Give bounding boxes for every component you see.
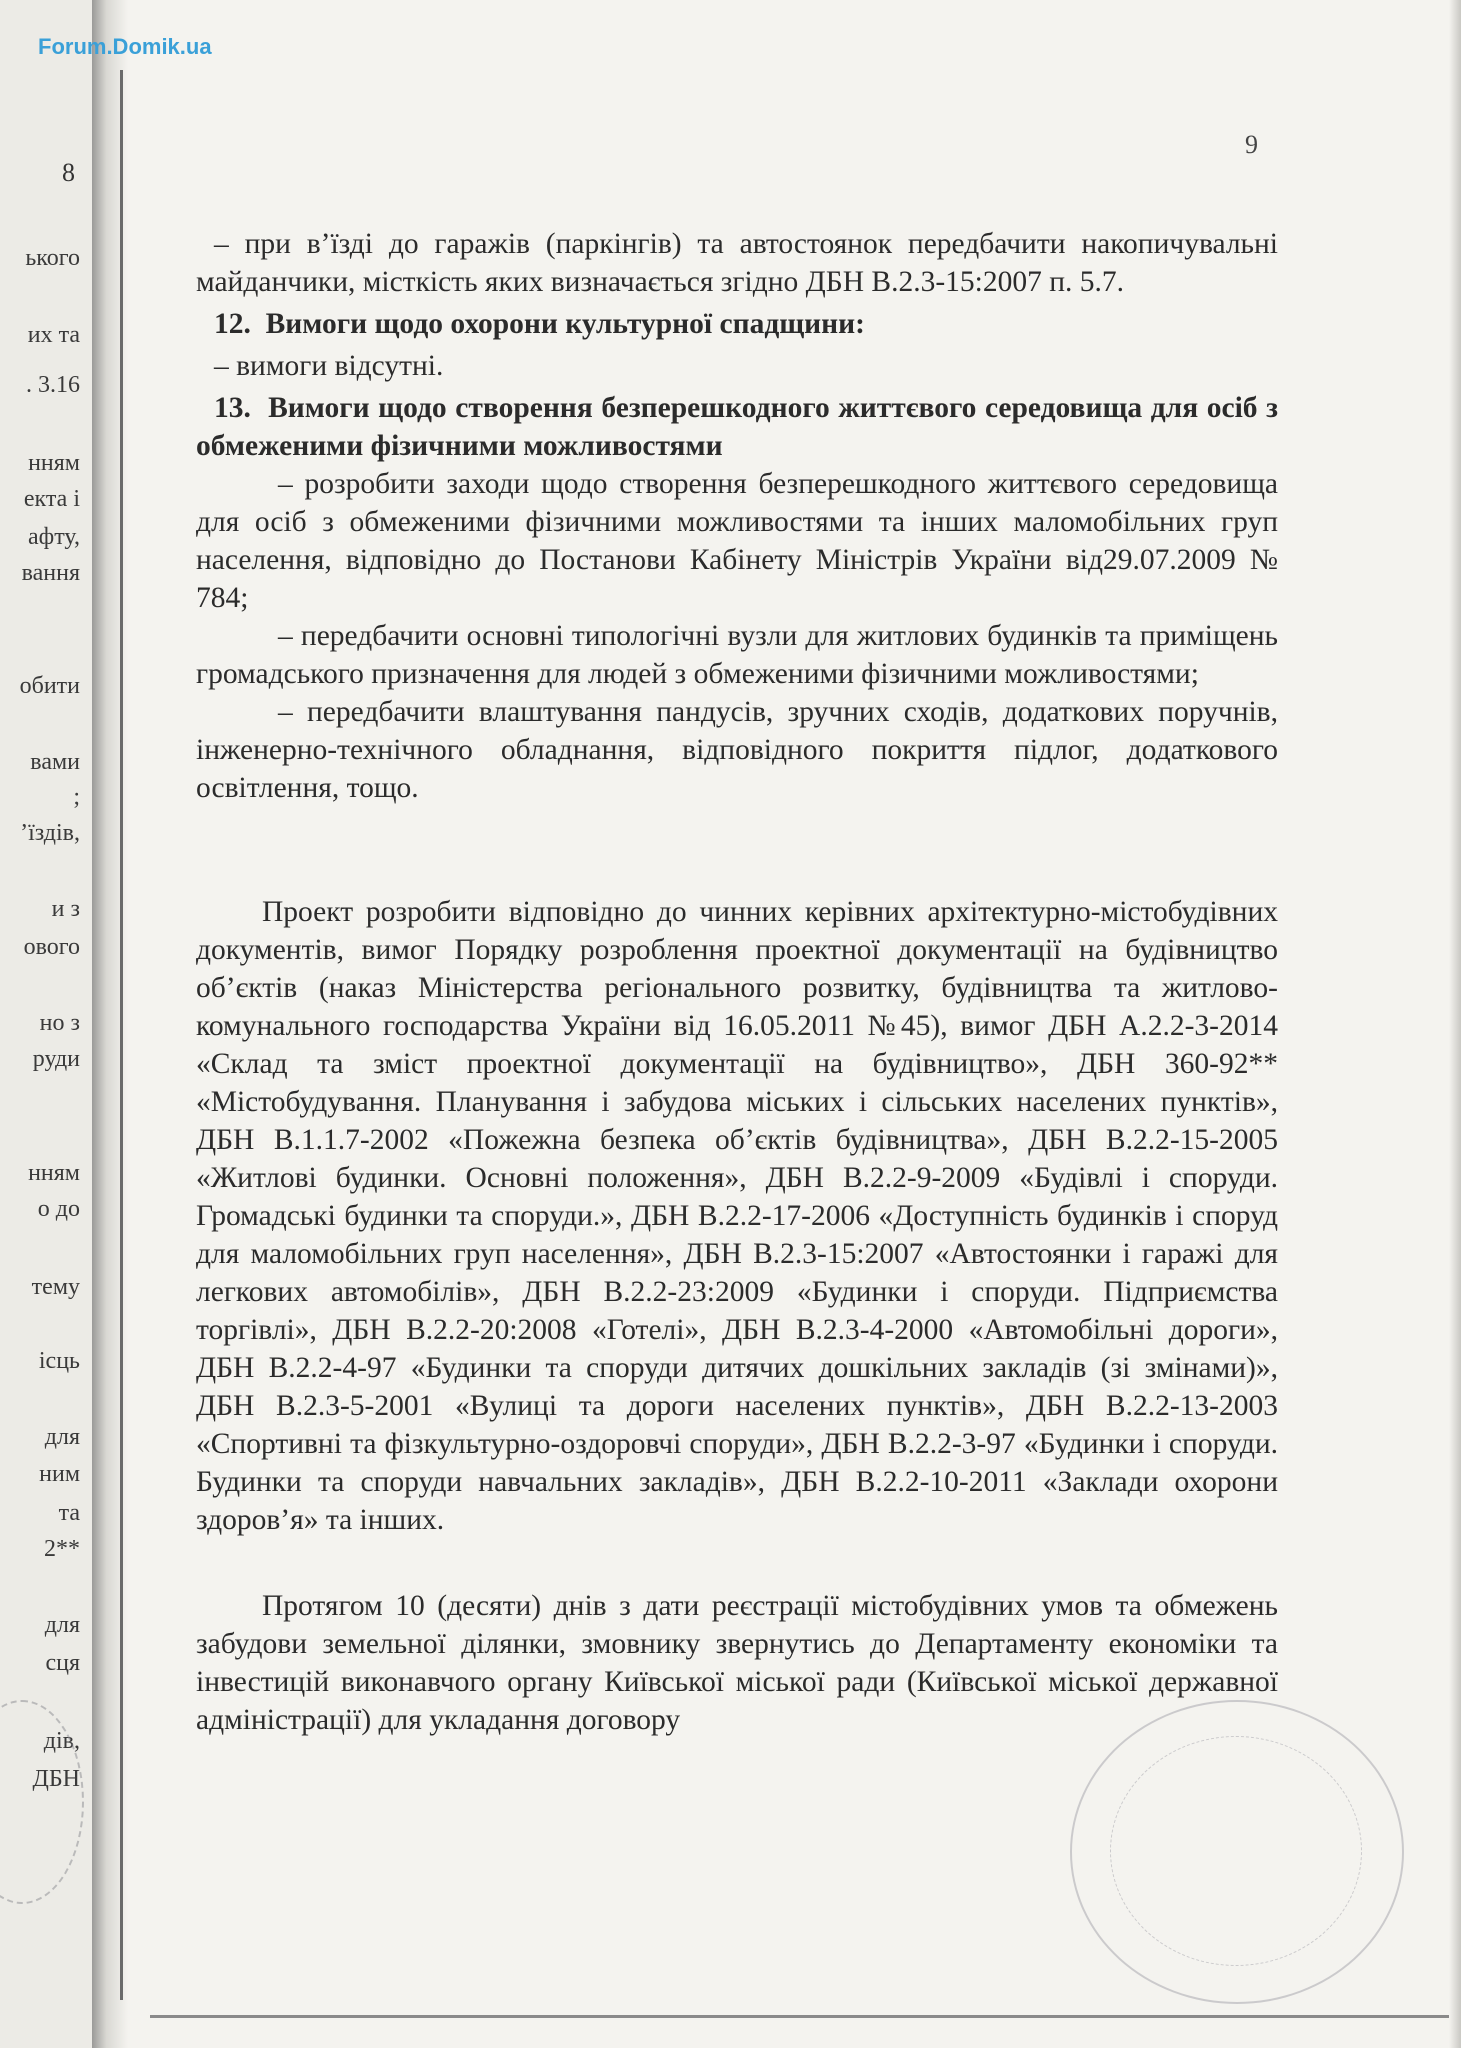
adjacent-page-fragment: ʼїздів, — [20, 820, 80, 846]
section-heading-12 — [196, 305, 1278, 343]
adjacent-page-fragment: их та — [27, 322, 80, 348]
adjacent-page-fragment: для — [44, 1424, 80, 1450]
adjacent-page-number: 8 — [62, 158, 75, 187]
body-paragraph: Протягом 10 (десяти) днів з дати реєстрації містобудівних умов та обмежень забудови земельної ділянки, змовнику звернутись до Департаменту економіки та інвестицій виконавчого органу Київської міської ради (Київської міської державної адміністрації) для укладання договору — [196, 1590, 1278, 1736]
adjacent-page-fragment: ; — [73, 784, 80, 810]
adjacent-page-fragment: и з — [51, 896, 80, 922]
adjacent-page-fragment: тему — [31, 1274, 80, 1300]
document-body — [196, 225, 1278, 1739]
adjacent-page-fragment: для — [44, 1612, 80, 1638]
adjacent-page-fragment: но з — [39, 1010, 80, 1036]
adjacent-page-fragment: афту, — [28, 524, 80, 550]
section-number: 13. — [214, 392, 251, 424]
adjacent-page-fragment: та — [58, 1500, 80, 1526]
adjacent-page-fragment: вами — [30, 749, 80, 775]
adjacent-page-fragment: ького — [25, 245, 80, 271]
list-item: – передбачити влаштування пандусів, зручних сходів, додаткових поручнів, інженерно-технічного обладнання, відповідного покриття підлог, додаткового освітлення, тощо. — [196, 696, 1278, 804]
adjacent-page-fragment: . 3.16 — [26, 372, 80, 398]
adjacent-page-fragment: дів, — [43, 1728, 80, 1754]
section-number: 12. — [214, 308, 251, 340]
adjacent-page-fragment: нням — [28, 1160, 80, 1186]
list-item: – передбачити основні типологічні вузли для житлових будинків та приміщень громадського призначення для людей з обмеженими фізичними можливостями; — [196, 620, 1278, 690]
section-title: Вимоги щодо охорони культурної спадщини: — [265, 308, 865, 340]
adjacent-page — [0, 0, 93, 2048]
margin-line — [120, 70, 123, 2000]
adjacent-page-fragment: сця — [45, 1650, 80, 1676]
adjacent-page-fragment: обити — [19, 673, 80, 699]
bottom-edge-line — [150, 2015, 1450, 2018]
adjacent-page-fragment: 2** — [44, 1536, 80, 1562]
adjacent-page-fragment: ДБН — [32, 1766, 80, 1792]
adjacent-page-fragment: ним — [39, 1461, 80, 1487]
adjacent-page-fragment: ового — [23, 934, 80, 960]
adjacent-page-fragment: о до — [37, 1196, 80, 1222]
text-line: – при в’їзді до гаражів (паркінгів) та автостоянок передбачити накопичувальні майданчики, місткість яких визначається згідно ДБН В.2.3-15:2007 п. 5.7. — [196, 228, 1278, 298]
adjacent-page-fragment: екта і — [23, 486, 80, 512]
seal-stamp-right — [1070, 1700, 1404, 2004]
adjacent-page-fragment: руди — [32, 1046, 80, 1072]
watermark: Forum.Domik.ua — [38, 34, 212, 59]
right-page-edge — [1449, 0, 1461, 2048]
section-title: Вимоги щодо створення безперешкодного життєвого середовища для осіб з обмеженими фізичними можливостями — [196, 392, 1278, 462]
adjacent-page-fragment: вання — [21, 560, 80, 586]
body-paragraph: Проект розробити відповідно до чинних керівних архітектурно-містобудівних документів, вимог Порядку розроблення проектної документації на будівництво об’єктів (наказ Міністерства регіонального розвитку, будівництва та житлово-комунального господарства України від 16.05.2011 №45), вимог ДБН А.2.2-3-2014 «Склад та зміст проектної документації на будівництво», ДБН 360-92** «Містобудування. Планування і забудова міських і сільських населених пунктів», ДБН В.1.1.7-2002 «Пожежна безпека об’єктів будівництва», ДБН В.2.2-15-2005 «Житлові будинки. Основні положення», ДБН В.2.2-9-2009 «Будівлі і споруди. Громадські будинки та споруди.», ДБН В.2.2-17-2006 «Доступність будинків і споруд для маломобільних груп населення», ДБН В.2.3-15:2007 «Автостоянки і гаражі для легкових автомобілів», ДБН В.2.2-23:2009 «Будинки і споруди. Підприємства торгівлі», ДБН В.2.2-20:2008 «Готелі», ДБН В.2.3-4-2000 «Автомобільні дороги», ДБН В.2.2-4-97 «Будинки та споруди дитячих дошкільних закладів (зі змінами)», ДБН В.2.3-5-2001 «Вулиці та дороги населених пунктів», ДБН В.2.2-13-2003 «Спортивні та фізкультурно-оздоровчі споруди», ДБН В.2.2-3-97 «Будинки і споруди. Будинки та споруди навчальних закладів», ДБН В.2.2-10-2011 «Заклади охорони здоров’я» та інших. — [196, 896, 1278, 1536]
page-number: 9 — [1245, 130, 1258, 159]
text-line: – вимоги відсутні. — [214, 350, 444, 382]
list-item: – розробити заходи щодо створення безперешкодного життєвого середовища для осіб з обмеженими фізичними можливостями та інших маломобільних груп населення, відповідно до Постанови Кабінету Міністрів України від29.07.2009 № 784; — [196, 468, 1278, 614]
section-heading-13 — [196, 389, 1278, 465]
adjacent-page-fragment: нням — [28, 450, 80, 476]
adjacent-page-fragment: ісць — [38, 1348, 80, 1374]
